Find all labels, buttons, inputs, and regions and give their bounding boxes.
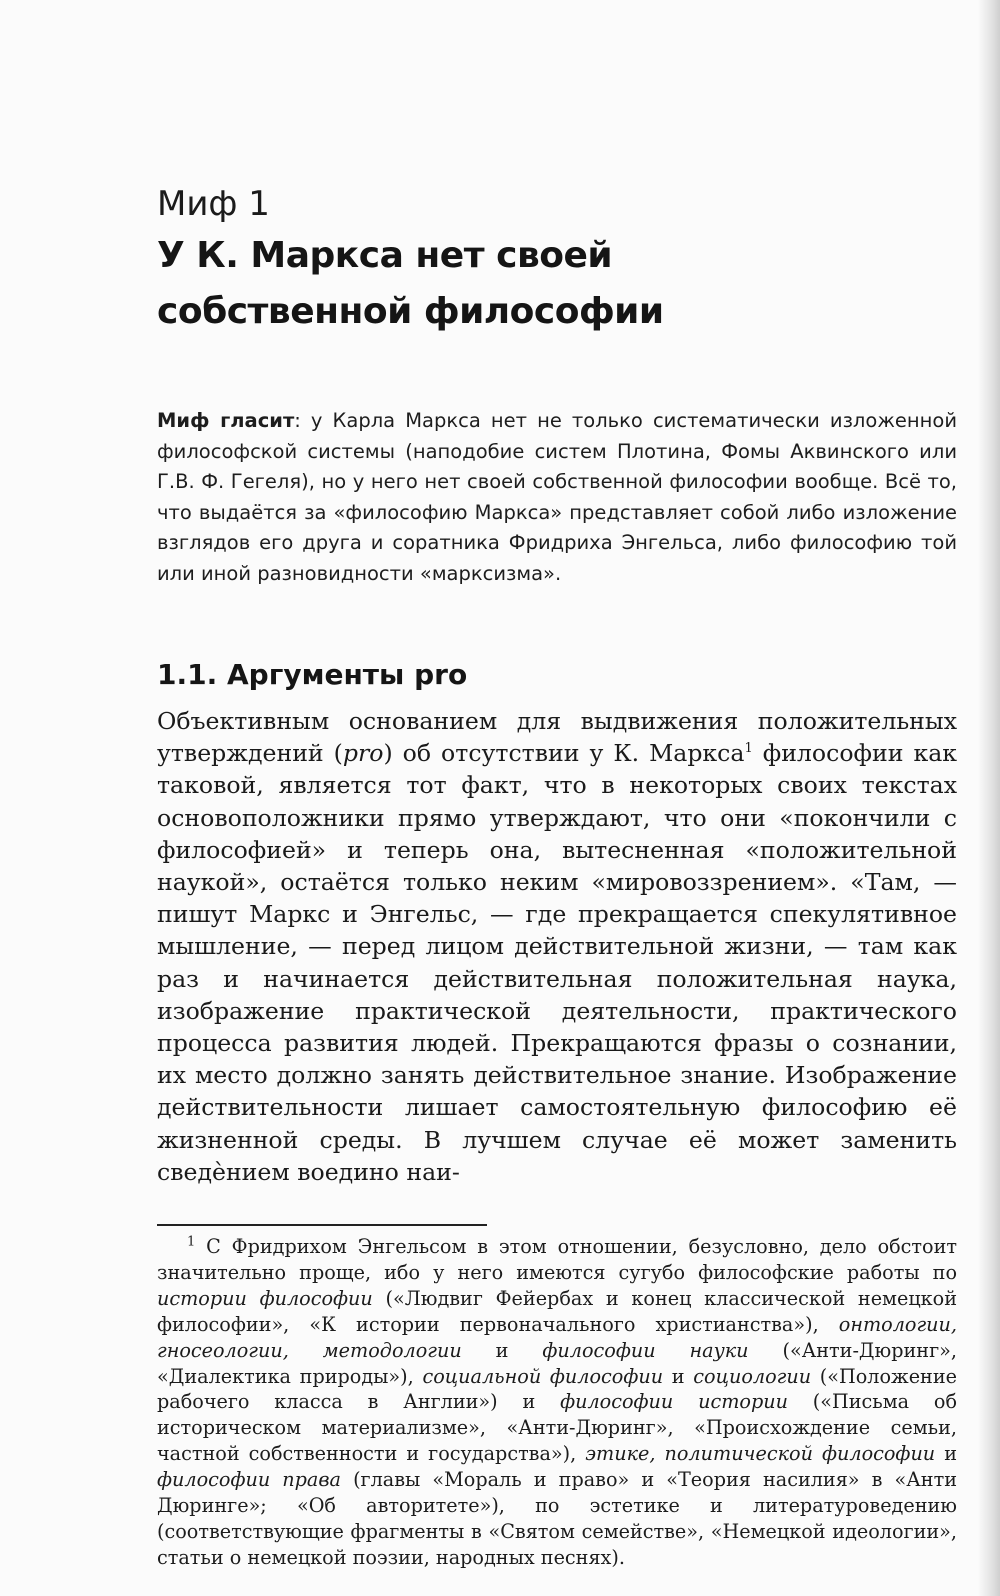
footnote-italic: философии истории [560, 1390, 788, 1414]
footnote-text: С Фридрихом Энгельсом в этом отношении, безусловно, дело обстоит значительно проще, ибо у него имеются сугубо философские работы по [157, 1235, 957, 1284]
footnote-text: (главы «Мораль и право» и «Теория насилия» в «Анти Дюринге»; «Об авторитете»), по эстетике и литературоведению (соответствующие фрагменты в «Святом семействе», «Немецкой идеологии», статьи о немецкой поэзии, народных песнях). [157, 1468, 958, 1569]
footnote-italic: этике, политической философии [585, 1442, 936, 1466]
body-text-part3: философии как таковой, является тот факт, что в некоторых своих текстах основоположники прямо утверждают, что они «покончили с философией» и теперь она, вытесненная «положительной наукой», остаётся только неким «мировоззрением». «Там, — пишут Маркс и Энгельс, — где прекращается спекулятивное мышление, — перед лицом действительной жизни, — там как раз и начинается действительная положительная наука, изображение практической деятельности, практического процесса развития людей. Прекращаются фразы о сознании, их место должно занять действительное знание. Изображение действительности лишает самостоятельную философию её жизненной среды. В лучшем случае её может заменить сведѐнием воедино наи- [157, 739, 958, 1186]
footnote-italic: социологии [693, 1364, 812, 1388]
footnote-text: и [461, 1338, 543, 1362]
body-text-part1: Объективным основанием для выдвижения положительных утверждений ( [157, 707, 957, 768]
chapter-number: Миф 1 [157, 184, 270, 224]
body-text-part2: ) об отсутствии у К. Маркса [383, 739, 745, 768]
footnote-italic: истории философии [157, 1286, 373, 1310]
footnote-italic: философии права [157, 1468, 341, 1492]
page-edge-shadow [978, 0, 1000, 1596]
footnote-text: («Положение рабочего класса в Англии») и [157, 1364, 957, 1414]
footnote-italic: социальной философии [422, 1364, 664, 1388]
footnote-text: и [935, 1442, 957, 1466]
footnote-text: («Анти-Дюринг», «Диалектика природы»), [157, 1338, 957, 1388]
footnote-text: («Людвиг Фейербах и конец классической немецкой философии», «К истории первоначального христианства»), [157, 1286, 958, 1336]
myth-statement-text: : у Карла Маркса нет не только систематически изложенной философской системы (наподобие систем Плотина, Фомы Аквинского или Г.В. Ф. Гегеля), но у него нет своей собственной философии вообще. Всё то, что выдаётся за «философию Маркса» представляет собой либо изложение взглядов его друга и соратника Фридриха Энгельса, либо философию той или иной разновидности «марксизма». [157, 409, 957, 585]
footnote [157, 1234, 957, 1571]
section-heading: 1.1. Аргументы pro [157, 658, 468, 691]
footnote-italic: онтологии, гносеологии, методологии [157, 1312, 957, 1362]
chapter-title-line1: У К. Маркса нет своей [157, 235, 613, 276]
page-content [157, 180, 957, 1590]
footnote-text: и [663, 1364, 694, 1388]
body-paragraph [157, 705, 957, 1188]
footnote-text: («Письма об историческом материализме», «Анти-Дюринг», «Происхождение семьи, частной собственности и государства»), [157, 1390, 958, 1466]
myth-statement [157, 406, 957, 589]
footnote-italic: философии науки [542, 1338, 749, 1362]
footnote-divider [157, 1224, 487, 1226]
footnote-marker: 1 [187, 1234, 196, 1250]
footnote-reference: 1 [744, 741, 753, 757]
body-text-pro: pro [342, 739, 384, 768]
chapter-title-line2: собственной философии [157, 291, 664, 332]
myth-statement-label: Миф гласит [157, 409, 295, 432]
chapter-title [157, 228, 957, 340]
